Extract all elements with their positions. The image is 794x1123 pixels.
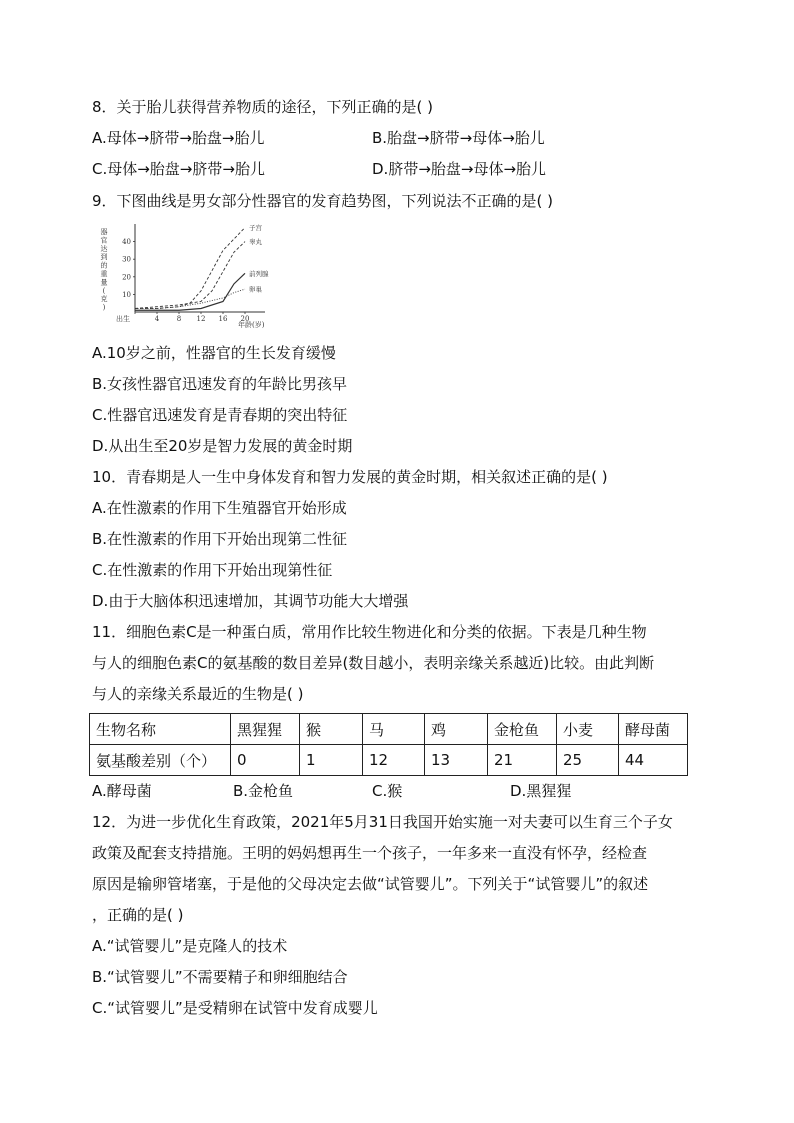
q11-option-c: C.猴 [372,782,403,800]
table-cell: 黑猩猩 [231,714,300,745]
q12-option-b: B.“试管婴儿”不需要精子和卵细胞结合 [92,968,348,986]
q8-option-d: D.脐带→胎盘→母体→胎儿 [372,160,547,178]
table-cell: 13 [425,745,488,776]
x-tick-label: 20 [240,315,250,323]
table-cell: 酵母菌 [619,714,688,745]
q10-option-a: A.在性激素的作用下生殖器官开始形成 [92,499,347,517]
q9-development-chart [90,222,290,336]
q11-stem-line-3: 与人的亲缘关系最近的生物是( ) [92,685,304,703]
table-cell: 0 [231,745,300,776]
series-line-1 [135,228,245,309]
x-tick-label: 12 [196,315,206,323]
series-label: 子宫 [249,224,262,233]
q12-stem-line-2: 政策及配套支持措施。王明的妈妈想再生一个孩子，一年多来一直没有怀孕，经检查 [92,844,648,862]
table-cell: 25 [557,745,619,776]
table-cell: 生物名称 [90,714,231,745]
x-tick-label: 出生 [116,315,130,323]
q11-comparison-table [89,713,688,776]
q8-option-a: A.母体→脐带→胎盘→胎儿 [92,129,265,147]
series-label: 前列腺 [249,269,269,278]
q11-option-b: B.金枪鱼 [233,782,294,800]
table-header-row [90,714,688,745]
y-label-char: ) [102,303,106,312]
q10-option-b: B.在性激素的作用下开始出现第二性征 [92,530,348,548]
y-tick-label: 20 [122,273,131,282]
series-label: 睾丸 [249,238,262,247]
q8-option-c: C.母体→胎盘→脐带→胎儿 [92,160,265,178]
x-tick-label: 16 [218,315,228,323]
q11-option-d: D.黑猩猩 [510,782,572,800]
y-label-char: ( [102,286,106,295]
q9-option-a: A.10岁之前，性器官的生长发育缓慢 [92,344,336,362]
y-label-char: 器 [100,228,108,236]
table-cell: 猴 [300,714,363,745]
table-cell: 金枪鱼 [488,714,557,745]
table-cell: 鸡 [425,714,488,745]
q12-stem-line-4: ，正确的是( ) [92,906,184,924]
x-tick-label: 8 [176,315,182,323]
q12-option-c: C.“试管婴儿”是受精卵在试管中发育成婴儿 [92,999,378,1017]
y-tick-label: 10 [122,290,131,299]
table-cell: 氨基酸差别（个） [90,745,231,776]
q8-stem: 8．关于胎儿获得营养物质的途径，下列正确的是( ) [92,98,434,116]
y-label-char: 达 [100,244,108,253]
series-line-2 [135,242,245,309]
table-cell: 21 [488,745,557,776]
chart-y-axis-label [101,227,108,312]
x-tick-label: 4 [154,315,160,323]
q9-stem: 9．下图曲线是男女部分性器官的发育趋势图，下列说法不正确的是( ) [92,192,554,210]
q8-option-b: B.胎盘→脐带→母体→胎儿 [372,129,545,147]
y-tick-label: 40 [122,238,131,247]
table-cell: 马 [363,714,425,745]
q11-stem-line-2: 与人的细胞色素C的氨基酸的数目差异(数目越小，表明亲缘关系越近)比较。由此判断 [92,654,655,672]
chart-x-axis-label: 年龄(岁) [238,321,265,329]
y-label-char: 克 [100,295,108,304]
table-cell: 1 [300,745,363,776]
table-cell: 44 [619,745,688,776]
y-label-char: 官 [100,236,108,245]
q10-option-d: D.由于大脑体积迅速增加，其调节功能大大增强 [92,592,409,610]
q12-stem-line-1: 12．为进一步优化生育政策，2021年5月31日我国开始实施一对夫妻可以生育三个子女 [92,813,673,831]
q10-stem: 10．青春期是人一生中身体发育和智力发展的黄金时期，相关叙述正确的是( ) [92,468,608,486]
series-label: 卵巢 [249,285,262,294]
table-cell: 12 [363,745,425,776]
q10-option-c: C.在性激素的作用下开始出现第性征 [92,561,333,579]
q12-option-a: A.“试管婴儿”是克隆人的技术 [92,937,288,955]
y-label-char: 的 [100,261,108,270]
q11-stem-line-1: 11．细胞色素C是一种蛋白质，常用作比较生物进化和分类的依据。下表是几种生物 [92,623,647,641]
y-label-char: 到 [100,253,108,262]
y-tick-label: 30 [122,255,131,264]
y-label-char: 量 [100,278,108,287]
table-row [90,745,688,776]
y-label-char: 重 [100,270,108,278]
q9-option-d: D.从出生至20岁是智力发展的黄金时期 [92,437,353,455]
q9-option-c: C.性器官迅速发育是青春期的突出特征 [92,406,348,424]
q12-stem-line-3: 原因是输卵管堵塞，于是他的父母决定去做“试管婴儿”。下列关于“试管婴儿”的叙述 [92,875,649,893]
q9-option-b: B.女孩性器官迅速发育的年龄比男孩早 [92,375,348,393]
table-cell: 小麦 [557,714,619,745]
q11-option-a: A.酵母菌 [92,782,152,800]
